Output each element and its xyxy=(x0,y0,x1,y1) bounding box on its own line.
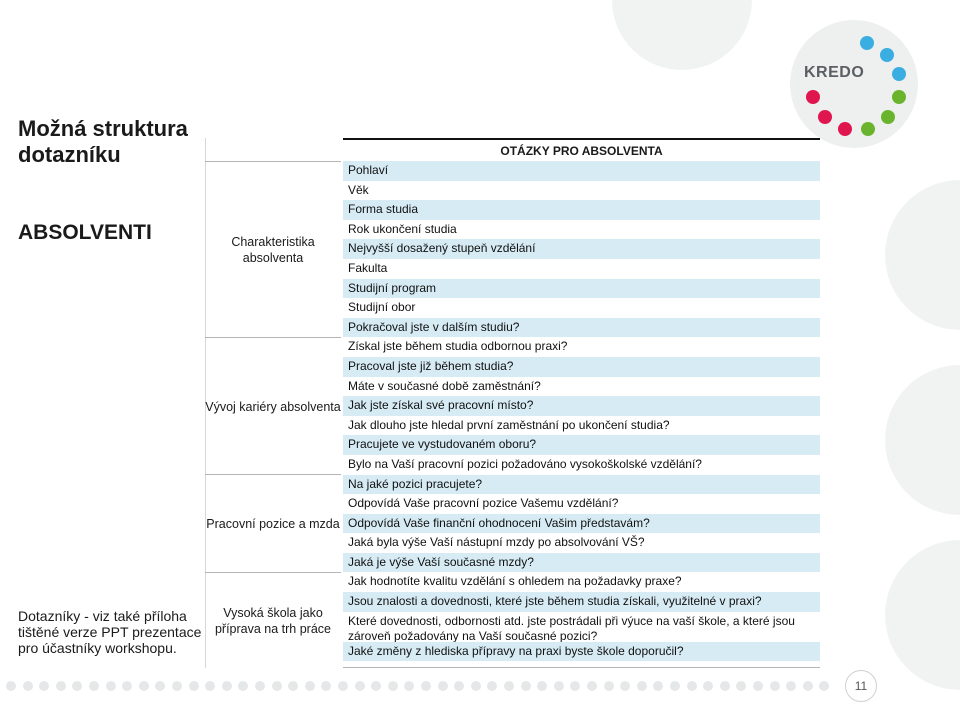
footer-dot xyxy=(355,681,365,691)
question-row: Máte v současné době zaměstnání? xyxy=(348,378,541,393)
slide-title: Možná struktura dotazníku xyxy=(18,116,188,167)
question-row: Pohlaví xyxy=(343,161,820,181)
slide-note: Dotazníky - viz také příloha tištěné verze PPT prezentace pro účastníky workshopu. xyxy=(18,608,202,656)
category-label: Vývoj kariéry absolventa xyxy=(205,337,341,475)
category-label: Charakteristika absolventa xyxy=(205,161,341,338)
footer-dot xyxy=(819,681,829,691)
question-row: Studijní obor xyxy=(348,300,416,315)
footer-dot xyxy=(56,681,66,691)
question-row: Bylo na Vaší pracovní pozici požadováno vysokoškolské vzdělání? xyxy=(348,456,702,471)
footer-dot xyxy=(670,681,680,691)
footer-dot xyxy=(338,681,348,691)
footer-dot xyxy=(371,681,381,691)
logo-background xyxy=(790,20,918,148)
bg-circle-right-2 xyxy=(885,365,960,515)
question-list xyxy=(343,161,820,661)
bg-circle-right-1 xyxy=(885,180,960,330)
footer-dot xyxy=(604,681,614,691)
question-row: Jak dlouho jste hledal první zaměstnání po ukončení studia? xyxy=(348,417,670,432)
footer-dot xyxy=(238,681,248,691)
footer-dot xyxy=(521,681,531,691)
footer-dot xyxy=(736,681,746,691)
question-row: Pracoval jste již během studia? xyxy=(343,357,820,377)
question-row: Jaká je výše Vaší současné mzdy? xyxy=(343,553,820,573)
footer-dot xyxy=(106,681,116,691)
footer-dot xyxy=(321,681,331,691)
logo-dot xyxy=(892,67,906,81)
footer-dot xyxy=(703,681,713,691)
footer-dot xyxy=(454,681,464,691)
logo-dot xyxy=(860,36,874,50)
category-label: Vysoká škola jako příprava na trh práce xyxy=(205,572,341,668)
footer-dot xyxy=(687,681,697,691)
footer-dot xyxy=(786,681,796,691)
question-row: Jak hodnotíte kvalitu vzdělání s ohledem na požadavky praxe? xyxy=(348,574,682,589)
footer-dot xyxy=(305,681,315,691)
footer-dot xyxy=(205,681,215,691)
footer-dot xyxy=(139,681,149,691)
question-row: Fakulta xyxy=(348,260,388,275)
footer-dot xyxy=(189,681,199,691)
question-row: Pracujete ve vystudovaném oboru? xyxy=(343,435,820,455)
bg-circle-right-3 xyxy=(885,540,960,690)
question-row: Věk xyxy=(348,182,369,197)
footer-dot xyxy=(653,681,663,691)
footer-dot xyxy=(255,681,265,691)
logo-dot xyxy=(861,122,875,136)
footer-dot xyxy=(89,681,99,691)
logo-dot xyxy=(838,122,852,136)
footer-dot xyxy=(537,681,547,691)
footer-dot xyxy=(6,681,16,691)
footer-dot xyxy=(122,681,132,691)
footer-dot xyxy=(288,681,298,691)
question-row: Jaká byla výše Vaší nástupní mzdy po absolvování VŠ? xyxy=(348,535,645,550)
footer-dot xyxy=(23,681,33,691)
logo-dot xyxy=(880,48,894,62)
footer-dot xyxy=(404,681,414,691)
footer-dot xyxy=(72,681,82,691)
footer-dot xyxy=(720,681,730,691)
footer-dot xyxy=(39,681,49,691)
footer-dot xyxy=(570,681,580,691)
question-row: Jaké změny z hlediska přípravy na praxi byste škole doporučil? xyxy=(343,642,820,662)
footer-dot xyxy=(388,681,398,691)
footer-dot xyxy=(272,681,282,691)
logo-dot xyxy=(818,110,832,124)
question-row: Rok ukončení studia xyxy=(348,221,457,236)
question-row: Které dovednosti, odbornosti atd. jste postrádali při výuce na vaší škole, a které jsou zároveň požadovány na Vaší současné pozici? xyxy=(348,613,795,642)
logo-dot xyxy=(881,110,895,124)
footer-dot xyxy=(438,681,448,691)
footer-dot xyxy=(222,681,232,691)
question-row: Odpovídá Vaše pracovní pozice Vašemu vzdělání? xyxy=(348,496,619,511)
question-row: Nejvyšší dosažený stupeň vzdělání xyxy=(343,239,820,259)
slide-subtitle: ABSOLVENTI xyxy=(18,221,152,244)
question-row: Jak jste získal své pracovní místo? xyxy=(343,396,820,416)
footer-dot xyxy=(155,681,165,691)
question-row: Studijní program xyxy=(343,279,820,299)
footer-dot xyxy=(554,681,564,691)
logo-text: KREDO xyxy=(804,64,865,81)
logo-dot xyxy=(806,90,820,104)
question-row: Získal jste během studia odbornou praxi? xyxy=(348,339,568,354)
footer-dot xyxy=(471,681,481,691)
footer-dot xyxy=(620,681,630,691)
footer-dot xyxy=(803,681,813,691)
footer-dot xyxy=(421,681,431,691)
question-row: Na jaké pozici pracujete? xyxy=(343,475,820,495)
table-header: OTÁZKY PRO ABSOLVENTA xyxy=(343,138,820,162)
question-row: Jsou znalosti a dovednosti, které jste během studia získali, využitelné v praxi? xyxy=(343,592,820,612)
category-label: Pracovní pozice a mzda xyxy=(205,474,341,573)
footer-dot-bar xyxy=(0,681,840,691)
bg-circle-top xyxy=(612,0,752,70)
page-number: 11 xyxy=(845,670,877,702)
footer-dot xyxy=(753,681,763,691)
footer-dot xyxy=(637,681,647,691)
footer-dot xyxy=(770,681,780,691)
footer-dot xyxy=(504,681,514,691)
logo-dot xyxy=(892,90,906,104)
question-row: Forma studia xyxy=(343,200,820,220)
footer-dot xyxy=(172,681,182,691)
footer-dot xyxy=(487,681,497,691)
question-row: Pokračoval jste v dalším studiu? xyxy=(343,318,820,338)
table-bottom-border xyxy=(343,667,820,668)
question-row: Odpovídá Vaše finanční ohodnocení Vašim představám? xyxy=(343,514,820,534)
footer-dot xyxy=(587,681,597,691)
